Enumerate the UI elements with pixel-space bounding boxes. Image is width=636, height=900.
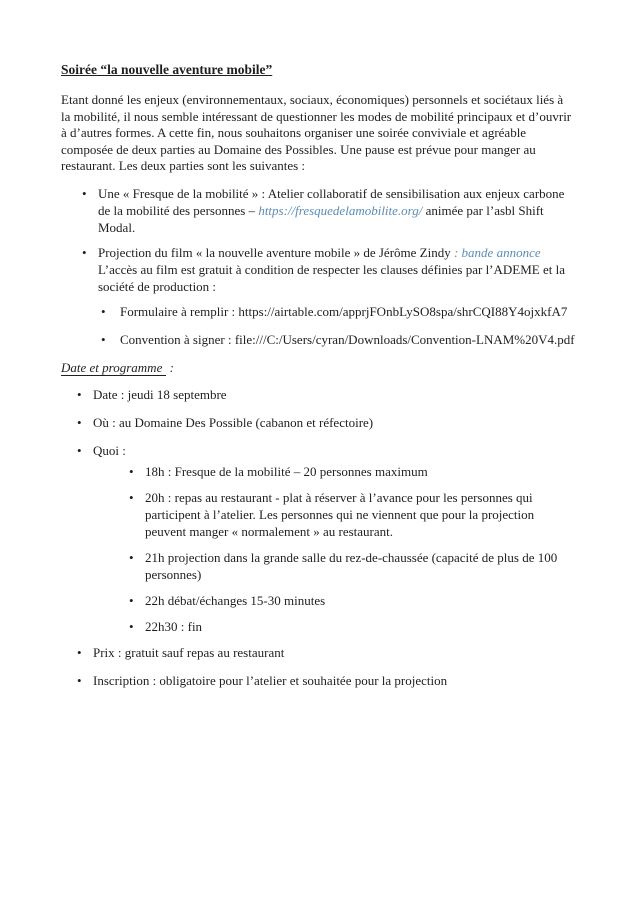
bande-annonce-link[interactable]: : bande annonce xyxy=(450,244,541,260)
list-item-text: Formulaire à remplir : https://airtable.com/apprjFOnbLySO8spa/shrCQI88Y4ojxkfA7 xyxy=(120,303,568,319)
list-item-text: 20h : repas au restaurant - plat à réserver à l’avance pour les personnes qui participent à l’atelier. Les personnes qui ne viennent que pour la projection peuvent manger « normalement » au restaurant. xyxy=(145,489,535,539)
bullet-icon: • xyxy=(77,414,82,430)
list-item-prix xyxy=(61,644,575,661)
list-item-text: Prix : gratuit sauf repas au restaurant xyxy=(93,644,285,660)
list-item-ou xyxy=(61,414,575,431)
text-segment: Une « Fresque de la mobilité » : Atelier collaboratif de sensibilisation aux enjeux carbone de la mobilité des personnes – xyxy=(98,185,565,218)
list-item-text: Inscription : obligatoire pour l’atelier et souhaitée pour la projection xyxy=(93,672,448,688)
bullet-icon: • xyxy=(77,442,82,458)
list-item-text: 22h30 : fin xyxy=(145,618,203,634)
list-item-text: Convention à signer : file:///C:/Users/cyran/Downloads/Convention-LNAM%20V4.pdf xyxy=(120,331,575,347)
list-item-quoi xyxy=(61,442,575,459)
list-item-text xyxy=(98,185,575,236)
intro-paragraph: Etant donné les enjeux (environnementaux, sociaux, économiques) personnels et sociétaux liés à la mobilité, il nous semble intéressant de questionner les modes de mobilité principaux et d’ouvrir à d’autres formes. A cette fin, nous souhaitons organiser une soirée conviviale et agréable composée de deux parties au Domaine des Possibles. Une pause est prévue pour manger au restaurant. Les deux parties sont les suivantes : xyxy=(61,92,572,173)
list-item-21h xyxy=(61,549,575,583)
list-item-text xyxy=(98,244,575,295)
list-item-text: 18h : Fresque de la mobilité – 20 personnes maximum xyxy=(145,463,428,479)
bullet-icon: • xyxy=(129,463,134,479)
bullet-icon: • xyxy=(129,618,134,634)
list-item-22h30 xyxy=(61,618,575,635)
section-heading-colon: : xyxy=(166,359,174,375)
list-item-projection xyxy=(61,244,575,295)
section-heading xyxy=(61,359,575,376)
list-item-fresque xyxy=(61,185,575,236)
bullet-icon: • xyxy=(77,644,82,660)
text-segment: animée par l’asbl Shift Modal. xyxy=(98,202,544,235)
list-item-text: 21h projection dans la grande salle du rez-de-chaussée (capacité de plus de 100 personnes) xyxy=(145,549,558,582)
list-item-text: Quoi : xyxy=(93,442,126,458)
bullet-icon: • xyxy=(82,244,87,260)
bullet-icon: • xyxy=(129,549,134,565)
list-item-22h xyxy=(61,592,575,609)
list-item-date xyxy=(61,386,575,403)
access-film-text: L’accès au film est gratuit à condition de respecter les clauses définies par l’ADEME et la société de production : xyxy=(98,261,565,294)
fresque-mobilite-link[interactable]: https://fresquedelamobilite.org/ xyxy=(258,202,423,218)
list-item-convention xyxy=(61,331,575,348)
list-item-20h xyxy=(61,489,575,540)
bullet-icon: • xyxy=(129,489,134,505)
list-item-inscription xyxy=(61,672,575,689)
list-item-formulaire xyxy=(61,303,575,320)
bullet-icon: • xyxy=(82,185,87,201)
page-title: Soirée “la nouvelle aventure mobile” xyxy=(61,62,273,77)
bullet-icon: • xyxy=(101,303,106,319)
bullet-icon: • xyxy=(77,672,82,688)
bullet-icon: • xyxy=(129,592,134,608)
list-item-text: 22h débat/échanges 15-30 minutes xyxy=(145,592,326,608)
bullet-icon: • xyxy=(77,386,82,402)
list-item-18h xyxy=(61,463,575,480)
list-item-text: Date : jeudi 18 septembre xyxy=(93,386,227,402)
section-heading-text: Date et programme xyxy=(61,360,166,376)
bullet-icon: • xyxy=(101,331,106,347)
list-item-text: Où : au Domaine Des Possible (cabanon et réfectoire) xyxy=(93,414,374,430)
text-segment: Projection du film « la nouvelle aventure mobile » de Jérôme Zindy xyxy=(98,244,451,260)
